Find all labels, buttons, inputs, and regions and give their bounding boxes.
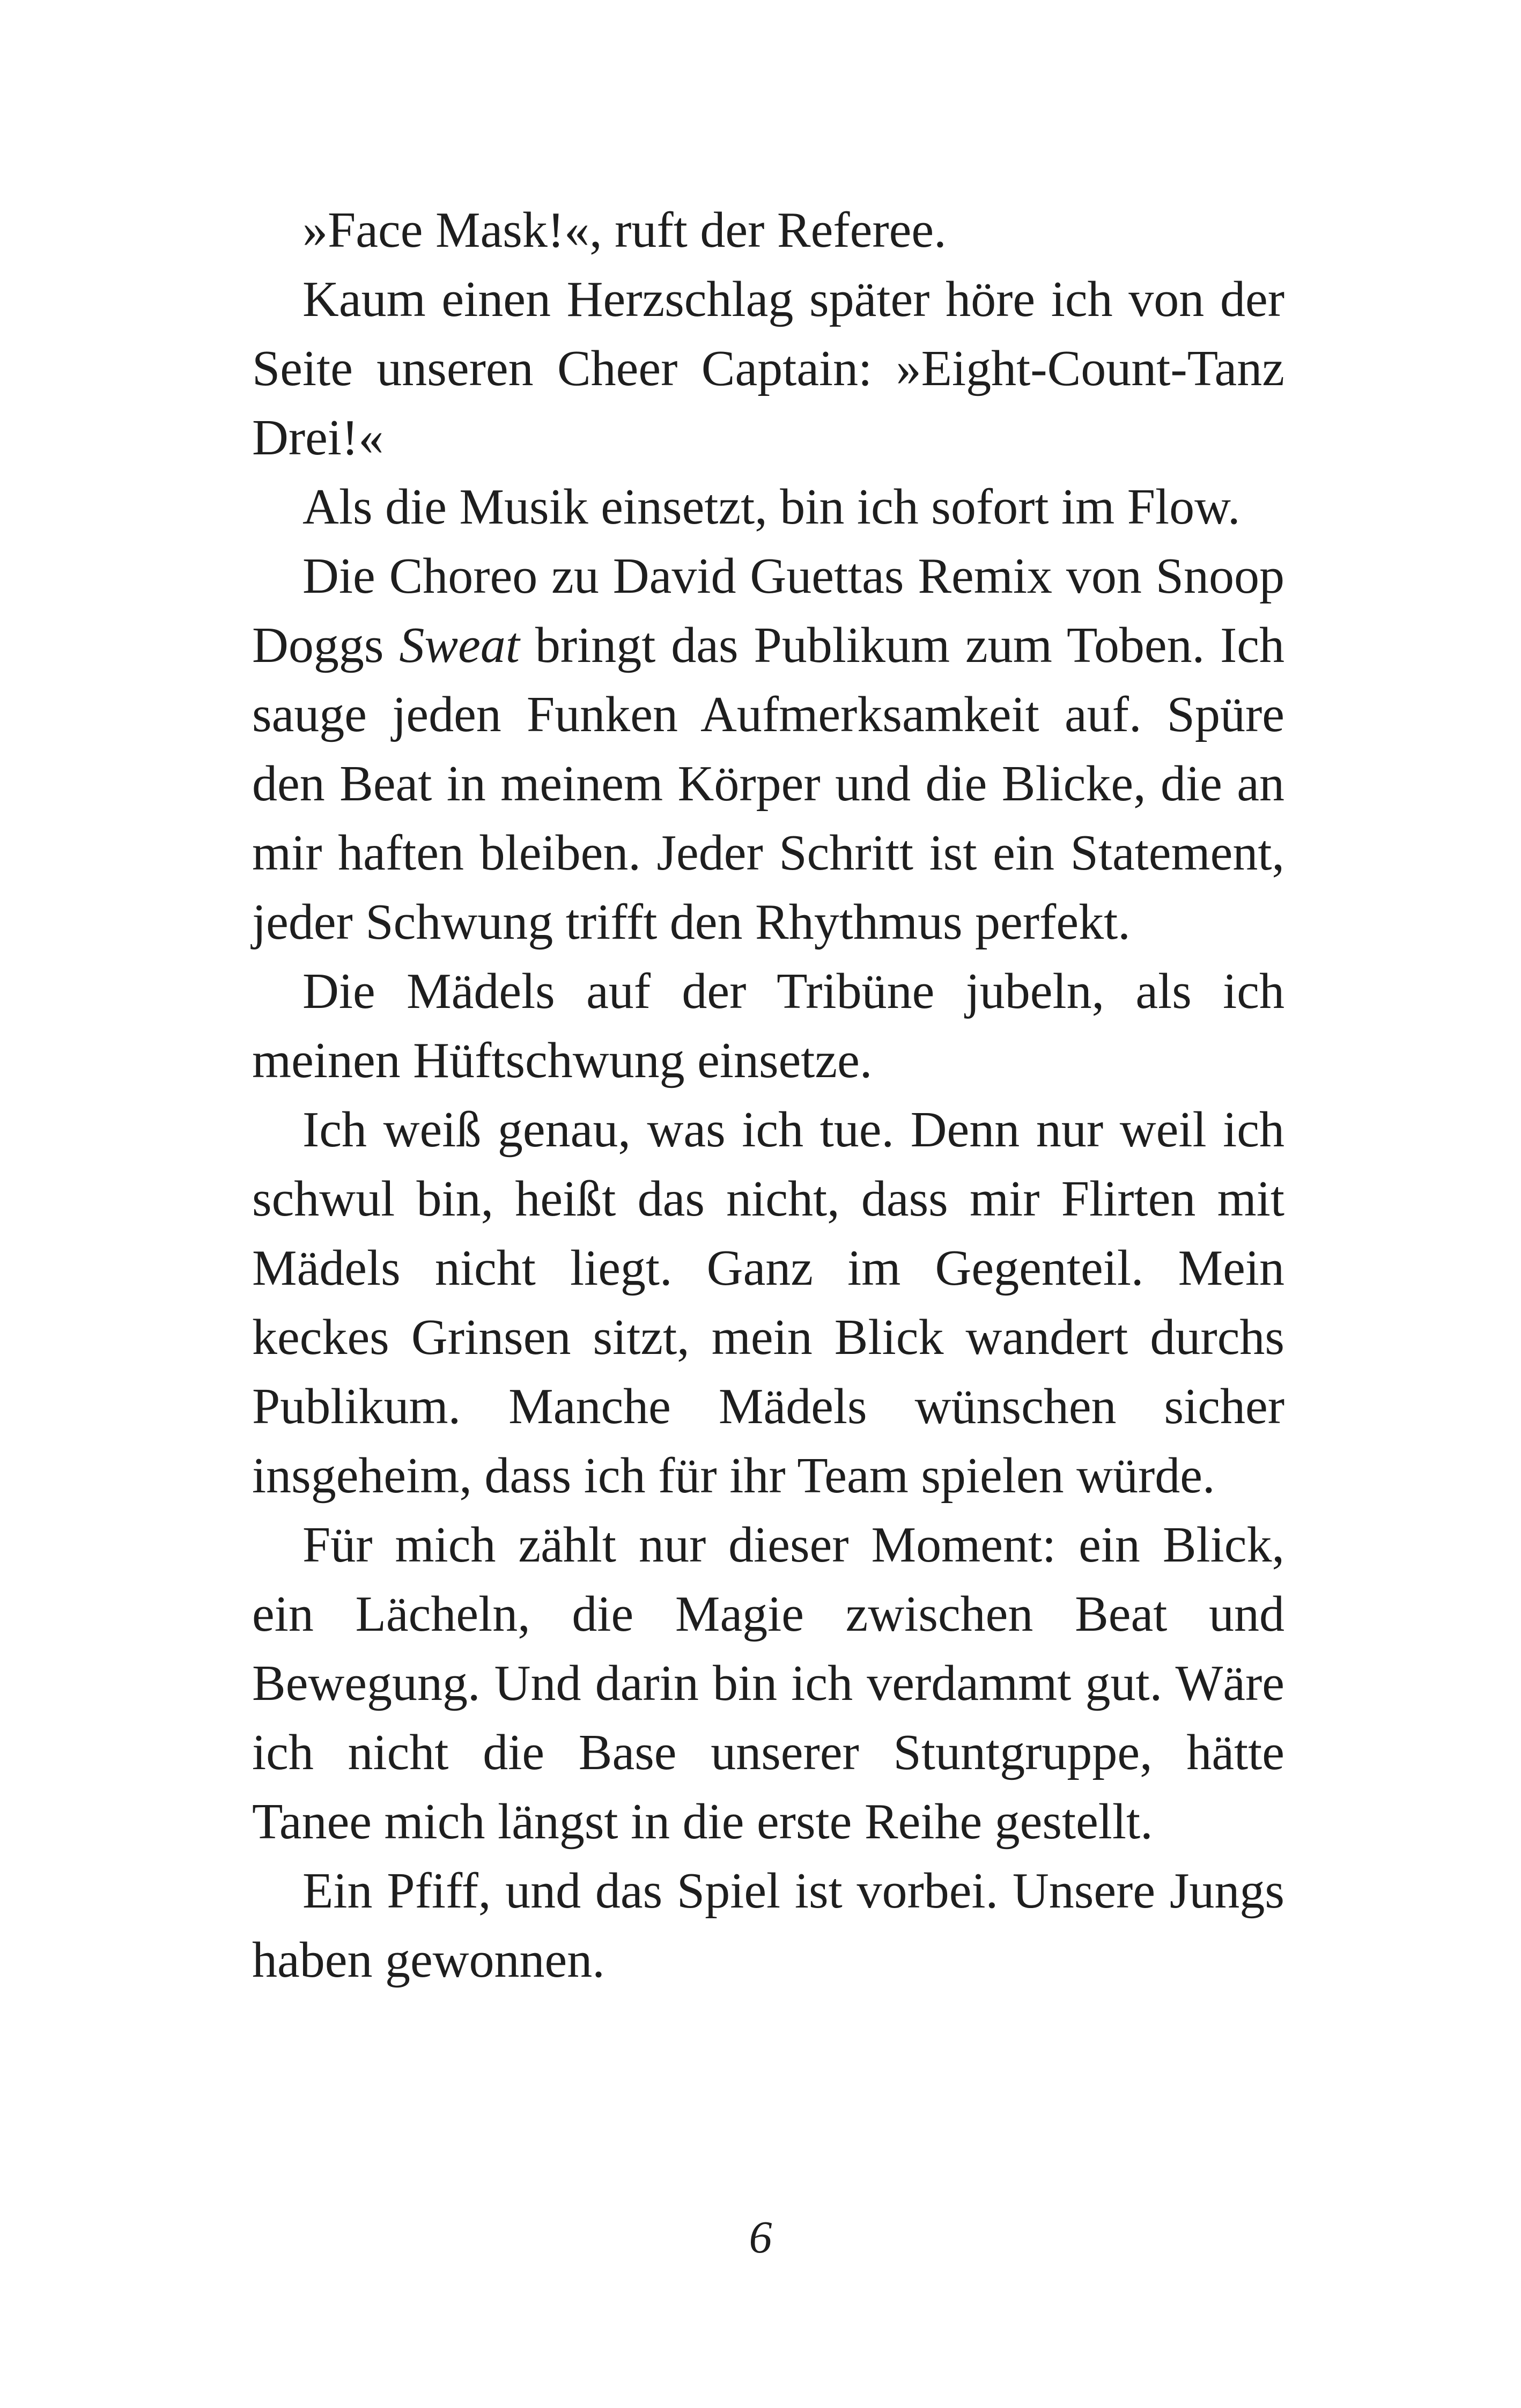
paragraph: Kaum einen Herzschlag später höre ich von der Seite unseren Cheer Captain: »Eight-Count-Tanz Drei!« <box>252 271 1284 466</box>
song-title: Sweat <box>399 617 520 673</box>
body-text <box>252 196 1284 1995</box>
paragraph: Als die Musik einsetzt, bin ich sofort im Flow. <box>302 479 1241 535</box>
paragraph <box>252 542 1284 957</box>
paragraph: Ich weiß genau, was ich tue. Denn nur weil ich schwul bin, heißt das nicht, dass mir Flirten mit Mädels nicht liegt. Ganz im Gegenteil. Mein keckes Grinsen sitzt, mein Blick wandert durchs Publikum. Manche Mädels wünschen sicher insgeheim, dass ich für ihr Team spielen würde. <box>252 1102 1284 1504</box>
paragraph: »Face Mask!«, ruft der Referee. <box>302 202 947 258</box>
page-number: 6 <box>749 2211 772 2263</box>
paragraph-text-before: Die Choreo zu David Guettas Remix von Snoop Doggs <box>252 548 1284 673</box>
paragraph: Ein Pfiff, und das Spiel ist vorbei. Unsere Jungs haben gewonnen. <box>252 1863 1284 1988</box>
paragraph-text-after: bringt das Publikum zum Toben. Ich sauge jeden Funken Aufmerksamkeit auf. Spüre den Beat in meinem Körper und die Blicke, die an mir haften bleiben. Jeder Schritt ist ein Statement, jeder Schwung trifft den Rhythmus perfekt. <box>252 617 1284 950</box>
paragraph: Die Mädels auf der Tribüne jubeln, als ich meinen Hüftschwung einsetze. <box>252 963 1284 1088</box>
paragraph: Für mich zählt nur dieser Moment: ein Blick, ein Lächeln, die Magie zwischen Beat und Bewegung. Und darin bin ich verdammt gut. Wäre ich nicht die Base unserer Stuntgruppe, hätte Tanee mich längst in die erste Reihe gestellt. <box>252 1517 1284 1850</box>
